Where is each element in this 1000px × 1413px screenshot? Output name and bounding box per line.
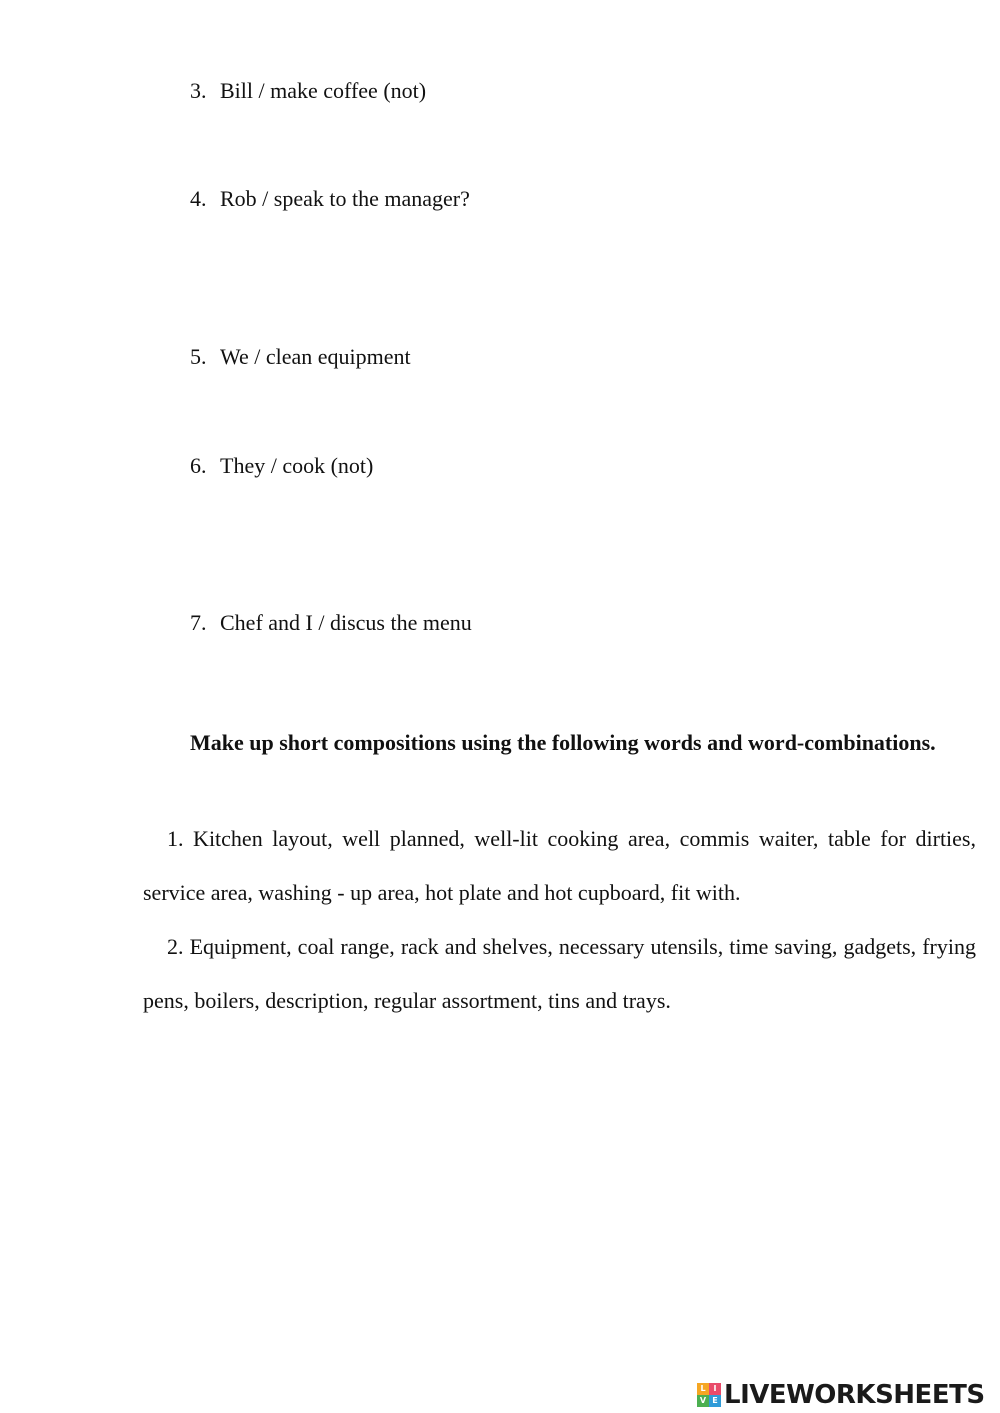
item-number: 7. (190, 610, 207, 635)
item-number: 5. (190, 344, 207, 369)
exercise-item-7 (190, 609, 472, 637)
item-text: Bill / make coffee (not) (220, 78, 427, 103)
logo-icon-cell: I (709, 1383, 721, 1395)
logo-icon (697, 1383, 721, 1407)
composition-heading: Make up short compositions using the following words and word-combinations. (190, 730, 936, 755)
exercise-item-4 (190, 185, 470, 213)
composition-paragraph-2: 2. Equipment, coal range, rack and shelves, necessary utensils, time saving, gadgets, frying pens, boilers, description, regular assortment, tins and trays. (143, 934, 976, 1013)
logo-icon-cell: E (709, 1395, 721, 1407)
item-text: We / clean equipment (220, 344, 411, 369)
logo-icon-cell: V (697, 1395, 709, 1407)
item-number: 4. (190, 186, 207, 211)
logo-text: LIVEWORKSHEETS (724, 1380, 985, 1410)
exercise-item-3 (190, 77, 426, 105)
item-number: 3. (190, 78, 207, 103)
item-text: They / cook (not) (220, 453, 374, 478)
item-number: 6. (190, 453, 207, 478)
logo-icon-cell: L (697, 1383, 709, 1395)
exercise-item-6 (190, 452, 373, 480)
item-text: Rob / speak to the manager? (220, 186, 470, 211)
composition-paragraph-1: 1. Kitchen layout, well planned, well-lit cooking area, commis waiter, table for dirties, service area, washing - up area, hot plate and hot cupboard, fit with. (143, 826, 976, 905)
liveworksheets-logo (697, 1378, 985, 1412)
exercise-item-5 (190, 343, 411, 371)
item-text: Chef and I / discus the menu (220, 610, 472, 635)
